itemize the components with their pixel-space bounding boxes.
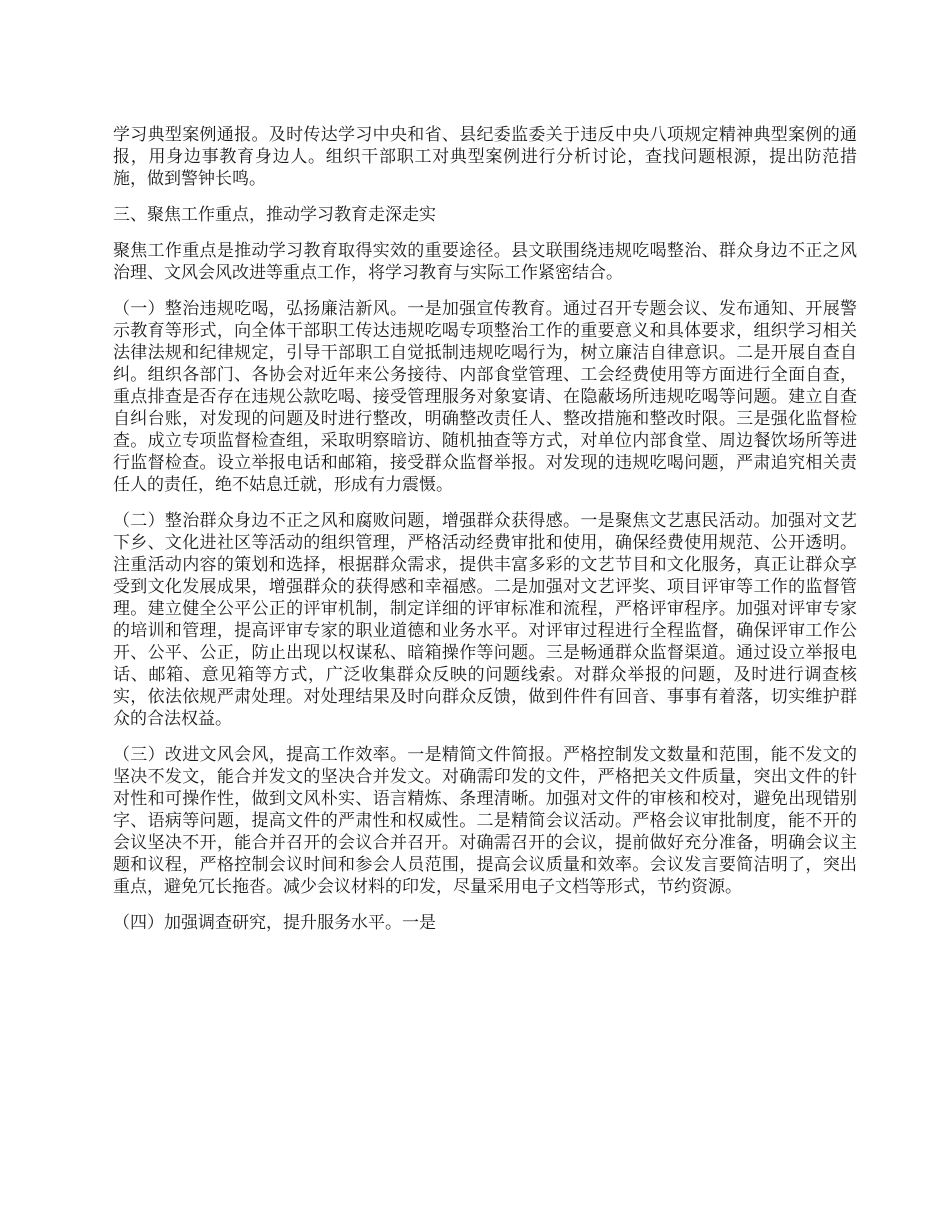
paragraph-item-3: （三）改进文风会风，提高工作效率。一是精简文件简报。严格控制发文数量和范围，能不发文的坚决不发文，能合并发文的坚决合并发文。对确需印发的文件，严格把关文件质量，突出文件的针对性和可操作性，做到文风朴实、语言精炼、条理清晰。加强对文件的审核和校对，避免出现错别字、语病等问题，提高文件的严肃性和权威性。二是精简会议活动。严格会议审批制度，能不开的会议坚决不开，能合并召开的会议合并召开。对确需召开的会议，提前做好充分准备，明确会议主题和议程，严格控制会议时间和参会人员范围，提高会议质量和效率。会议发言要简洁明了，突出重点，避免冗长拖沓。减少会议材料的印发，尽量采用电子文档等形式，节约资源。 xyxy=(113,745,857,897)
paragraph-item-4: （四）加强调查研究，提升服务水平。一是 xyxy=(113,913,436,933)
paragraph-item-1: （一）整治违规吃喝，弘扬廉洁新风。一是加强宣传教育。通过召开专题会议、发布通知、开展警示教育等形式，向全体干部职工传达违规吃喝专项整治工作的重要意义和具体要求，组织学习相关法律法规和纪律规定，引导干部职工自觉抵制违规吃喝行为，树立廉洁自律意识。二是开展自查自纠。组织各部门、各协会对近年来公务接待、内部食堂管理、工会经费使用等方面进行全面自查，重点排查是否存在违规公款吃喝、接受管理服务对象宴请、在隐蔽场所违规吃喝等问题。建立自查自纠台账，对发现的问题及时进行整改，明确整改责任人、整改措施和整改时限。三是强化监督检查。成立专项监督检查组，采取明察暗访、随机抽查等方式，对单位内部食堂、周边餐饮场所等进行监督检查。设立举报电话和邮箱，接受群众监督举报。对发现的违规吃喝问题，严肃追究相关责任人的责任，绝不姑息迁就，形成有力震慑。 xyxy=(113,299,857,495)
paragraph-focus-intro: 聚焦工作重点是推动学习教育取得实效的重要途径。县文联围绕违规吃喝整治、群众身边不正之风治理、文风会风改进等重点工作，将学习教育与实际工作紧密结合。 xyxy=(113,241,857,283)
paragraph-item-2: （二）整治群众身边不正之风和腐败问题，增强群众获得感。一是聚焦文艺惠民活动。加强对文艺下乡、文化进社区等活动的组织管理，严格活动经费审批和使用，确保经费使用规范、公开透明。注重活动内容的策划和选择，根据群众需求，提供丰富多彩的文艺节目和文化服务，真正让群众享受到文化发展成果，增强群众的获得感和幸福感。二是加强对文艺评奖、项目评审等工作的监督管理。建立健全公平公正的评审机制，制定详细的评审标准和流程，严格评审程序。加强对评审专家的培训和管理，提高评审专家的职业道德和业务水平。对评审过程进行全程监督，确保评审工作公开、公平、公正，防止出现以权谋私、暗箱操作等问题。三是畅通群众监督渠道。通过设立举报电话、邮箱、意见箱等方式，广泛收集群众反映的问题线索。对群众举报的问题，及时进行调查核实，依法依规严肃处理。对处理结果及时向群众反馈，做到件件有回音、事事有着落，切实维护群众的合法权益。 xyxy=(113,511,857,729)
paragraph-case-study-notice: 学习典型案例通报。及时传达学习中央和省、县纪委监委关于违反中央八项规定精神典型案例的通报，用身边事教育身边人。组织干部职工对典型案例进行分析讨论，查找问题根源，提出防范措施，做到警钟长鸣。 xyxy=(113,125,857,189)
document-page xyxy=(113,124,857,934)
section-heading-3: 三、聚焦工作重点，推动学习教育走深走实 xyxy=(113,205,436,225)
